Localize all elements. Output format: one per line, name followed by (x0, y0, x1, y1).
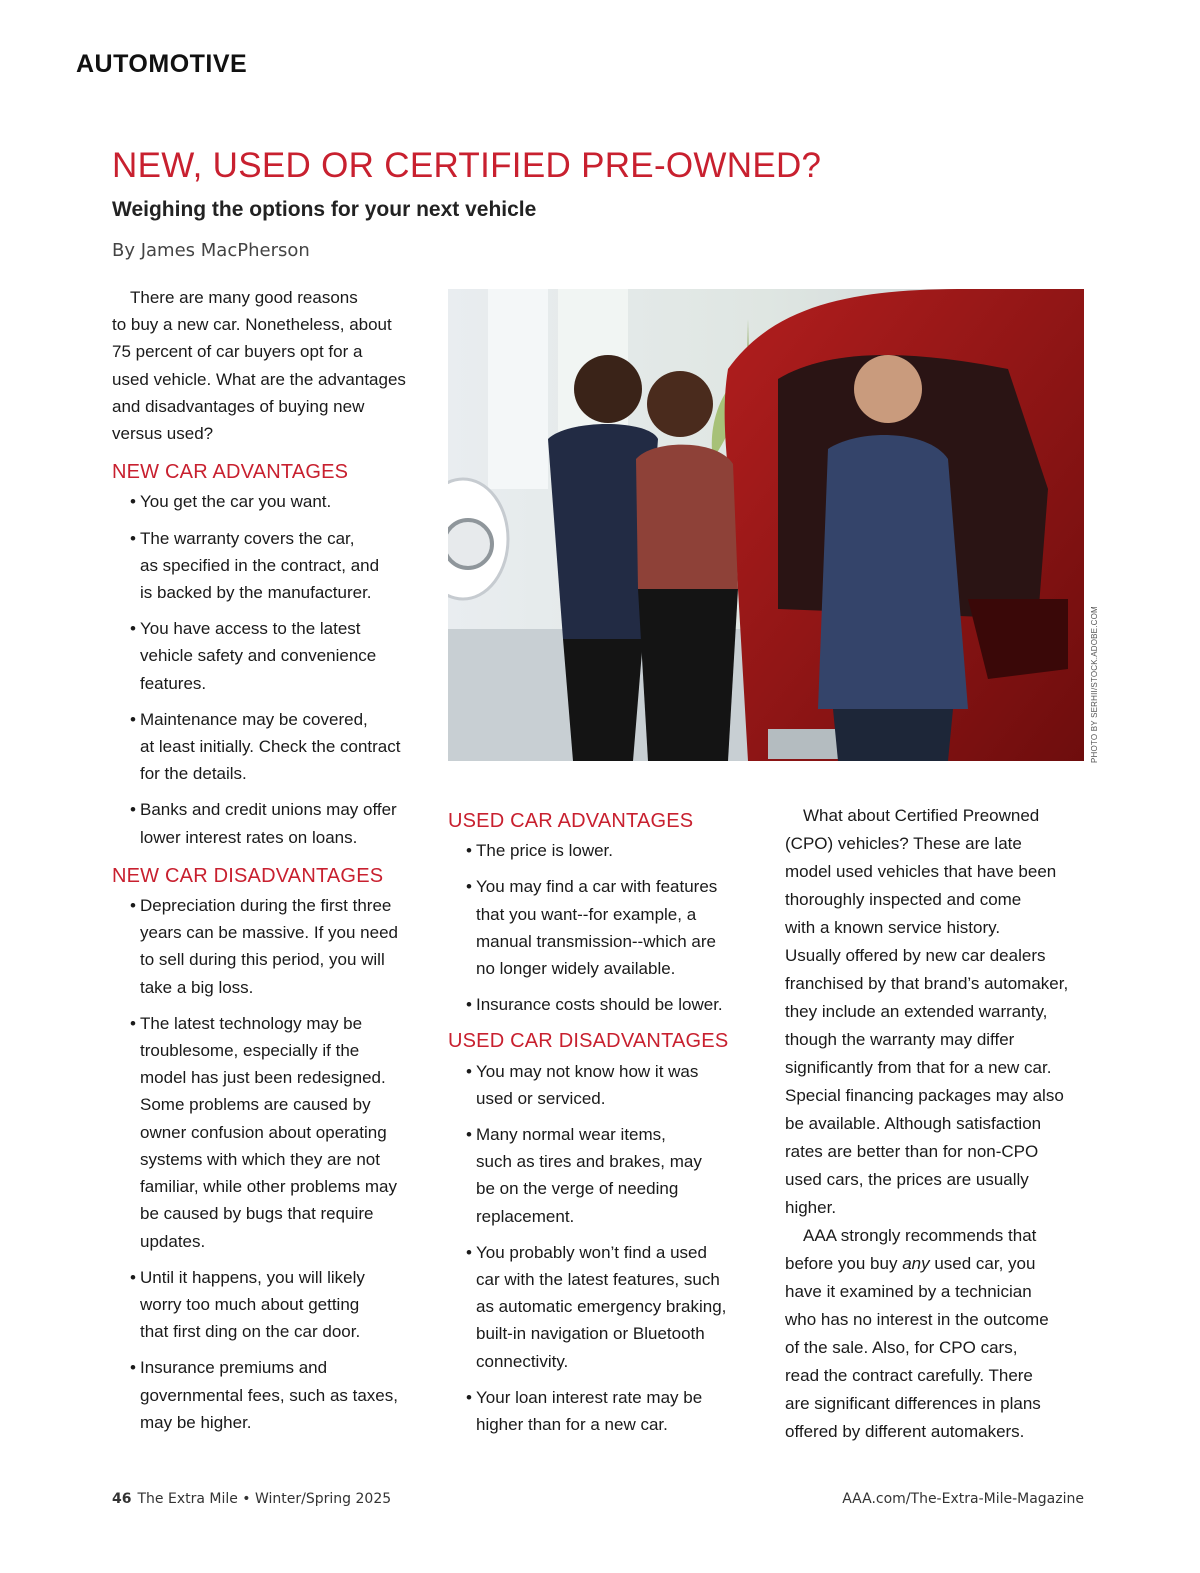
paragraph-line: used cars, the prices are usually (785, 1170, 1029, 1189)
new-car-disadvantages-heading: NEW CAR DISADVANTAGES (112, 864, 384, 887)
bullet-text-line: You probably won’t find a used (476, 1242, 707, 1262)
paragraph-line: though the warranty may differ (785, 1030, 1015, 1049)
article-headline: NEW, USED OR CERTIFIED PRE-OWNED? (112, 146, 822, 185)
new-car-disadvantages-list (112, 892, 417, 1436)
bullet-item (112, 1354, 417, 1436)
bullet-item (112, 892, 417, 1001)
bullet-text-line: You may not know how it was (476, 1061, 699, 1081)
bullet-text-line: features. (140, 673, 207, 693)
column-3 (785, 802, 1095, 1446)
bullet-text-line: be caused by bugs that require (140, 1204, 374, 1224)
bullet-text-line: Insurance costs should be lower. (476, 995, 723, 1015)
bullet-dot-icon: • (130, 528, 136, 548)
photo-credit (1090, 606, 1100, 763)
intro-line: versus used? (112, 424, 214, 444)
article-photo (448, 289, 1084, 761)
bullet-text-line: You have access to the latest (140, 619, 361, 639)
bullet-item (448, 1384, 748, 1438)
bullet-text-line: used or serviced. (476, 1088, 606, 1108)
bullet-dot-icon: • (466, 877, 472, 897)
bullet-dot-icon: • (130, 896, 136, 916)
bullet-text-line: Many normal wear items, (476, 1125, 666, 1145)
aaa-emphasis: any (902, 1254, 930, 1273)
bullet-text-line: higher than for a new car. (476, 1415, 668, 1435)
paragraph-line: What about Certified Preowned (803, 806, 1040, 825)
bullet-text-line: updates. (140, 1231, 206, 1251)
bullet-dot-icon: • (466, 1387, 472, 1407)
bullet-text-line: Depreciation during the first three (140, 896, 392, 916)
cpo-paragraph (785, 802, 1095, 1222)
used-car-disadvantages-list (448, 1058, 748, 1439)
bullet-item (448, 1239, 748, 1375)
bullet-text-line: worry too much about getting (140, 1294, 360, 1314)
paragraph-line: rates are better than for non-CPO (785, 1142, 1039, 1161)
new-car-advantages-list (112, 488, 417, 850)
bullet-text-line: The price is lower. (476, 841, 613, 861)
bullet-text-line: car with the latest features, such (476, 1270, 720, 1290)
intro-line: 75 percent of car buyers opt for a (112, 342, 363, 362)
intro-line: used vehicle. What are the advantages (112, 369, 406, 389)
bullet-text-line: Your loan interest rate may be (476, 1387, 703, 1407)
bullet-item (448, 1058, 748, 1112)
bullet-dot-icon: • (130, 619, 136, 639)
aaa-line: AAA strongly recommends that (803, 1226, 1037, 1245)
bullet-text-line: Insurance premiums and (140, 1358, 328, 1378)
bullet-text-line: You get the car you want. (140, 492, 332, 512)
aaa-line (785, 1250, 1095, 1278)
page-number: 46 (112, 1491, 132, 1507)
paragraph-line: significantly from that for a new car. (785, 1058, 1052, 1077)
bullet-text-line: vehicle safety and convenience (140, 646, 377, 666)
bullet-text-line: familiar, while other problems may (140, 1177, 397, 1197)
column-1 (112, 284, 417, 1445)
bullet-text-line: be on the verge of needing (476, 1179, 679, 1199)
bullet-text-line: You may find a car with features (476, 877, 718, 897)
bullet-text-line: The warranty covers the car, (140, 528, 355, 548)
footer-left (112, 1491, 391, 1507)
bullet-dot-icon: • (466, 1242, 472, 1262)
bullet-item (112, 706, 417, 788)
aaa-rest (785, 1278, 1095, 1446)
bullet-text-line: owner confusion about operating (140, 1122, 387, 1142)
bullet-item (112, 796, 417, 850)
bullet-text-line: as specified in the contract, and (140, 555, 380, 575)
bullet-text-line: no longer widely available. (476, 959, 676, 979)
article-subhead: Weighing the options for your next vehicle (112, 198, 537, 221)
bullet-item (448, 1121, 748, 1230)
publication-info: The Extra Mile • Winter/Spring 2025 (137, 1491, 392, 1507)
bullet-text-line: for the details. (140, 764, 247, 784)
bullet-dot-icon: • (466, 841, 472, 861)
bullet-dot-icon: • (130, 1267, 136, 1287)
intro-line: and disadvantages of buying new (112, 396, 365, 416)
bullet-text-line: is backed by the manufacturer. (140, 583, 372, 603)
bullet-dot-icon: • (466, 1061, 472, 1081)
bullet-dot-icon: • (466, 995, 472, 1015)
paragraph-line: of the sale. Also, for CPO cars, (785, 1338, 1018, 1357)
bullet-text-line: that you want--for example, a (476, 904, 697, 924)
bullet-text-line: systems with which they are not (140, 1149, 380, 1169)
aaa-line-post: used car, you (929, 1254, 1036, 1273)
intro-paragraph (112, 284, 417, 447)
byline: By James MacPherson (112, 240, 310, 261)
paragraph-line: thoroughly inspected and come (785, 890, 1022, 909)
intro-line: There are many good reasons (130, 288, 358, 307)
bullet-text-line: connectivity. (476, 1351, 569, 1371)
bullet-text-line: model has just been redesigned. (140, 1068, 386, 1088)
bullet-item (112, 1264, 417, 1346)
bullet-text-line: Maintenance may be covered, (140, 709, 368, 729)
bullet-text-line: Until it happens, you will likely (140, 1267, 365, 1287)
bullet-item (448, 837, 748, 864)
bullet-item (448, 873, 748, 982)
bullet-text-line: take a big loss. (140, 977, 254, 997)
photo-credit-text: PHOTO BY SERHII/STOCK.ADOBE.COM (1090, 606, 1099, 763)
bullet-text-line: years can be massive. If you need (140, 923, 398, 943)
bullet-text-line: that first ding on the car door. (140, 1322, 361, 1342)
used-car-disadvantages-heading: USED CAR DISADVANTAGES (448, 1030, 729, 1053)
bullet-dot-icon: • (130, 709, 136, 729)
section-label: AUTOMOTIVE (76, 50, 248, 78)
paragraph-line: be available. Although satisfaction (785, 1114, 1042, 1133)
bullet-text-line: Banks and credit unions may offer (140, 800, 397, 820)
bullet-text-line: The latest technology may be (140, 1013, 363, 1033)
paragraph-line: (CPO) vehicles? These are late (785, 834, 1022, 853)
bullet-item (448, 991, 748, 1018)
paragraph-line: model used vehicles that have been (785, 862, 1057, 881)
paragraph-line: who has no interest in the outcome (785, 1310, 1049, 1329)
bullet-dot-icon: • (130, 800, 136, 820)
bullet-text-line: to sell during this period, you will (140, 950, 385, 970)
bullet-item (112, 1010, 417, 1255)
bullet-text-line: governmental fees, such as taxes, (140, 1385, 398, 1405)
paragraph-line: read the contract carefully. There (785, 1366, 1033, 1385)
paragraph-line: Usually offered by new car dealers (785, 946, 1046, 965)
bullet-item (112, 488, 417, 515)
bullet-text-line: may be higher. (140, 1412, 252, 1432)
bullet-item (112, 525, 417, 607)
paragraph-line: franchised by that brand’s automaker, (785, 974, 1069, 993)
bullet-text-line: as automatic emergency braking, (476, 1297, 727, 1317)
footer-url: AAA.com/The-Extra-Mile-Magazine (842, 1491, 1084, 1507)
bullet-dot-icon: • (130, 1358, 136, 1378)
aaa-paragraph (785, 1222, 1095, 1446)
bullet-dot-icon: • (130, 492, 136, 512)
bullet-dot-icon: • (466, 1125, 472, 1145)
bullet-text-line: replacement. (476, 1206, 575, 1226)
paragraph-line: with a known service history. (785, 918, 1001, 937)
aaa-line-pre: before you buy (785, 1254, 903, 1273)
paragraph-line: have it examined by a technician (785, 1282, 1032, 1301)
bullet-text-line: at least initially. Check the contract (140, 737, 401, 757)
paragraph-line: higher. (785, 1198, 837, 1217)
paragraph-line: they include an extended warranty, (785, 1002, 1048, 1021)
bullet-text-line: such as tires and brakes, may (476, 1152, 702, 1172)
paragraph-line: offered by different automakers. (785, 1422, 1025, 1441)
column-2 (448, 808, 748, 1447)
used-car-advantages-list (448, 837, 748, 1018)
bullet-text-line: built-in navigation or Bluetooth (476, 1324, 705, 1344)
intro-line: to buy a new car. Nonetheless, about (112, 315, 392, 335)
used-car-advantages-heading: USED CAR ADVANTAGES (448, 810, 694, 832)
bullet-text-line: lower interest rates on loans. (140, 827, 358, 847)
paragraph-line: Special financing packages may also (785, 1086, 1064, 1105)
bullet-dot-icon: • (130, 1013, 136, 1033)
new-car-advantages-heading: NEW CAR ADVANTAGES (112, 461, 349, 484)
bullet-item (112, 615, 417, 697)
bullet-text-line: manual transmission--which are (476, 931, 716, 951)
paragraph-line: are significant differences in plans (785, 1394, 1041, 1413)
bullet-text-line: troublesome, especially if the (140, 1041, 360, 1061)
bullet-text-line: Some problems are caused by (140, 1095, 371, 1115)
